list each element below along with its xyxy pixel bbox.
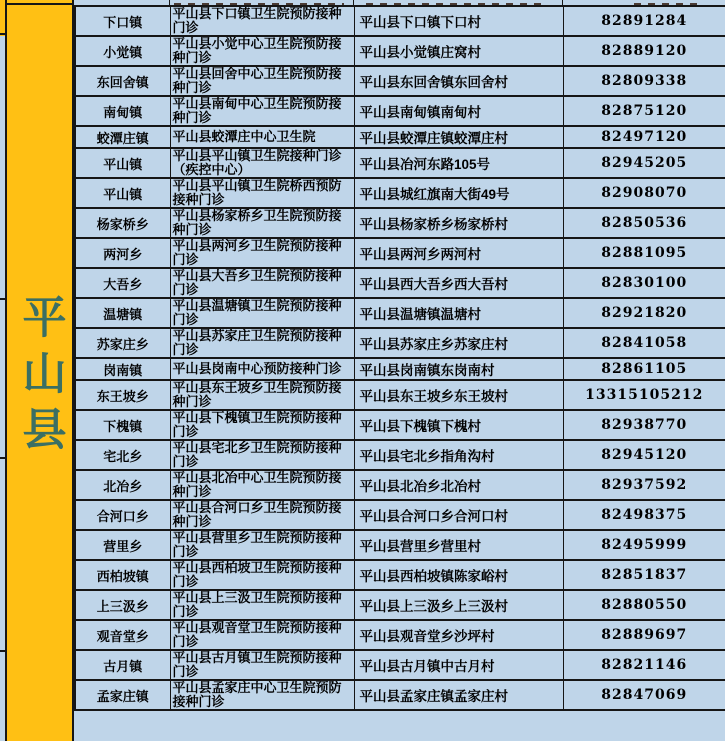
- phone-cell: 82945205: [563, 148, 725, 178]
- clinic-cell: 平山县下口镇卫生院预防接种门诊: [170, 6, 354, 36]
- phone-cell: 82498375: [563, 500, 725, 530]
- town-cell: 平山镇: [75, 178, 170, 208]
- address-cell: 平山县西大吾乡西大吾村: [354, 268, 563, 298]
- phone-cell: 82908070: [563, 178, 725, 208]
- table-row: [75, 126, 725, 148]
- clinic-cell: 平山县苏家庄卫生院预防接种门诊: [170, 328, 354, 358]
- clinic-cell: 平山县杨家桥乡卫生院预防接种门诊: [170, 208, 354, 238]
- address-cell: 平山县两河乡两河村: [354, 238, 563, 268]
- clinic-cell: 平山县平山镇卫生院接种门诊（疾控中心）: [170, 148, 354, 178]
- address-cell: 平山县岗南镇东岗南村: [354, 358, 563, 380]
- table-row: [75, 268, 725, 298]
- table-row: [75, 590, 725, 620]
- table-row: [75, 208, 725, 238]
- address-cell: 平山县东回舍镇东回舍村: [354, 66, 563, 96]
- row-border-tick: [0, 33, 7, 35]
- table-row: [75, 238, 725, 268]
- table-row: [75, 178, 725, 208]
- cropped-row-bottom: [74, 711, 725, 717]
- address-cell: 平山县东王坡乡东王坡村: [354, 380, 563, 410]
- town-cell: 小觉镇: [75, 36, 170, 66]
- town-cell: 苏家庄乡: [75, 328, 170, 358]
- address-cell: 平山县上三汲乡上三汲村: [354, 590, 563, 620]
- town-cell: 孟家庄镇: [75, 680, 170, 710]
- town-cell: 岗南镇: [75, 358, 170, 380]
- town-cell: 两河乡: [75, 238, 170, 268]
- clinic-cell: 平山县营里乡卫生院预防接种门诊: [170, 530, 354, 560]
- table-row: [75, 620, 725, 650]
- phone-cell: 82495999: [563, 530, 725, 560]
- town-cell: 合河口乡: [75, 500, 170, 530]
- table-row: [75, 500, 725, 530]
- clinic-cell: 平山县两河乡卫生院预防接种门诊: [170, 238, 354, 268]
- clinic-cell: 平山县观音堂卫生院预防接种门诊: [170, 620, 354, 650]
- column-divider: [353, 0, 354, 5]
- town-cell: 观音堂乡: [75, 620, 170, 650]
- address-cell: 平山县西柏坡镇陈家峪村: [354, 560, 563, 590]
- row-border-tick: [0, 650, 7, 652]
- address-cell: 平山县城红旗南大街49号: [354, 178, 563, 208]
- phone-cell: 82851837: [563, 560, 725, 590]
- address-cell: 平山县杨家桥乡杨家桥村: [354, 208, 563, 238]
- address-cell: 平山县苏家庄乡苏家庄村: [354, 328, 563, 358]
- clinic-table: [74, 5, 725, 711]
- table-row: [75, 328, 725, 358]
- table-row: [75, 650, 725, 680]
- cut-text-remnant: [366, 3, 546, 5]
- town-cell: 宅北乡: [75, 440, 170, 470]
- column-divider: [562, 0, 563, 5]
- town-cell: 上三汲乡: [75, 590, 170, 620]
- town-cell: 温塘镇: [75, 298, 170, 328]
- cut-text-remnant: [174, 3, 344, 5]
- phone-cell: 82945120: [563, 440, 725, 470]
- address-cell: 平山县观音堂乡沙坪村: [354, 620, 563, 650]
- table-row: [75, 560, 725, 590]
- phone-cell: 82497120: [563, 126, 725, 148]
- phone-cell: 82875120: [563, 96, 725, 126]
- clinic-cell: 平山县大吾乡卫生院预防接种门诊: [170, 268, 354, 298]
- table-row: [75, 36, 725, 66]
- address-cell: 平山县古月镇中古月村: [354, 650, 563, 680]
- clinic-cell: 平山县南甸中心卫生院预防接种门诊: [170, 96, 354, 126]
- table-row: [75, 358, 725, 380]
- town-cell: 北冶乡: [75, 470, 170, 500]
- address-cell: 平山县宅北乡指角沟村: [354, 440, 563, 470]
- clinic-cell: 平山县西柏坡卫生院预防接种门诊: [170, 560, 354, 590]
- clinic-cell: 平山县上三汲卫生院预防接种门诊: [170, 590, 354, 620]
- town-cell: 古月镇: [75, 650, 170, 680]
- town-cell: 大吾乡: [75, 268, 170, 298]
- town-cell: 下槐镇: [75, 410, 170, 440]
- address-cell: 平山县冶河东路105号: [354, 148, 563, 178]
- clinic-cell: 平山县岗南中心预防接种门诊: [170, 358, 354, 380]
- clinic-cell: 平山县蛟潭庄中心卫生院: [170, 126, 354, 148]
- clinic-cell: 平山县回舍中心卫生院预防接种门诊: [170, 66, 354, 96]
- clinic-cell: 平山县北冶中心卫生院预防接种门诊: [170, 470, 354, 500]
- phone-cell: 82889697: [563, 620, 725, 650]
- address-cell: 平山县下槐镇下槐村: [354, 410, 563, 440]
- phone-cell: 82861105: [563, 358, 725, 380]
- clinic-cell: 平山县下槐镇卫生院预防接种门诊: [170, 410, 354, 440]
- address-cell: 平山县小觉镇庄窝村: [354, 36, 563, 66]
- table-row: [75, 298, 725, 328]
- phone-cell: 82841058: [563, 328, 725, 358]
- clinic-cell: 平山县平山镇卫生院桥西预防接种门诊: [170, 178, 354, 208]
- address-cell: 平山县温塘镇温塘村: [354, 298, 563, 328]
- county-column: [7, 0, 74, 741]
- clinic-cell: 平山县小觉中心卫生院预防接种门诊: [170, 36, 354, 66]
- town-cell: 东王坡乡: [75, 380, 170, 410]
- table-row: [75, 148, 725, 178]
- town-cell: 西柏坡镇: [75, 560, 170, 590]
- cropped-left-column: [0, 0, 7, 741]
- phone-cell: 82938770: [563, 410, 725, 440]
- town-cell: 杨家桥乡: [75, 208, 170, 238]
- county-label: 平山县: [15, 293, 65, 462]
- column-divider: [169, 0, 170, 5]
- address-cell: 平山县孟家庄镇孟家庄村: [354, 680, 563, 710]
- phone-cell: 82850536: [563, 208, 725, 238]
- clinic-cell: 平山县孟家庄中心卫生院预防接种门诊: [170, 680, 354, 710]
- address-cell: 平山县北冶乡北冶村: [354, 470, 563, 500]
- town-cell: 平山镇: [75, 148, 170, 178]
- row-border-tick: [0, 457, 7, 459]
- cropped-row-top: [74, 0, 725, 5]
- phone-cell: 82830100: [563, 268, 725, 298]
- phone-cell: 82937592: [563, 470, 725, 500]
- table-row: [75, 410, 725, 440]
- phone-cell: 82821146: [563, 650, 725, 680]
- table-row: [75, 530, 725, 560]
- table-row: [75, 440, 725, 470]
- clinic-cell: 平山县东王坡乡卫生院预防接种门诊: [170, 380, 354, 410]
- clinic-cell: 平山县古月镇卫生院预防接种门诊: [170, 650, 354, 680]
- cut-text-remnant: [634, 3, 704, 5]
- phone-cell: 82847069: [563, 680, 725, 710]
- address-cell: 平山县营里乡营里村: [354, 530, 563, 560]
- town-cell: 东回舍镇: [75, 66, 170, 96]
- phone-cell: 82880550: [563, 590, 725, 620]
- phone-cell: 82809338: [563, 66, 725, 96]
- table-row: [75, 66, 725, 96]
- clinic-cell: 平山县温塘镇卫生院预防接种门诊: [170, 298, 354, 328]
- address-cell: 平山县南甸镇南甸村: [354, 96, 563, 126]
- town-cell: 南甸镇: [75, 96, 170, 126]
- phone-cell: 82881095: [563, 238, 725, 268]
- address-cell: 平山县下口镇下口村: [354, 6, 563, 36]
- table-area: [74, 0, 725, 741]
- phone-cell: 82891284: [563, 6, 725, 36]
- phone-cell: 82921820: [563, 298, 725, 328]
- table-row: [75, 6, 725, 36]
- clinic-cell: 平山县宅北乡卫生院预防接种门诊: [170, 440, 354, 470]
- address-cell: 平山县合河口乡合河口村: [354, 500, 563, 530]
- town-cell: 蛟潭庄镇: [75, 126, 170, 148]
- phone-cell: 82889120: [563, 36, 725, 66]
- clinic-table-body: [75, 6, 725, 710]
- row-border-tick: [0, 298, 7, 300]
- table-row: [75, 680, 725, 710]
- town-cell: 营里乡: [75, 530, 170, 560]
- table-row: [75, 380, 725, 410]
- clinic-cell: 平山县合河口乡卫生院预防接种门诊: [170, 500, 354, 530]
- table-row: [75, 96, 725, 126]
- town-cell: 下口镇: [75, 6, 170, 36]
- address-cell: 平山县蛟潭庄镇蛟潭庄村: [354, 126, 563, 148]
- phone-cell: 13315105212: [563, 380, 725, 410]
- table-row: [75, 470, 725, 500]
